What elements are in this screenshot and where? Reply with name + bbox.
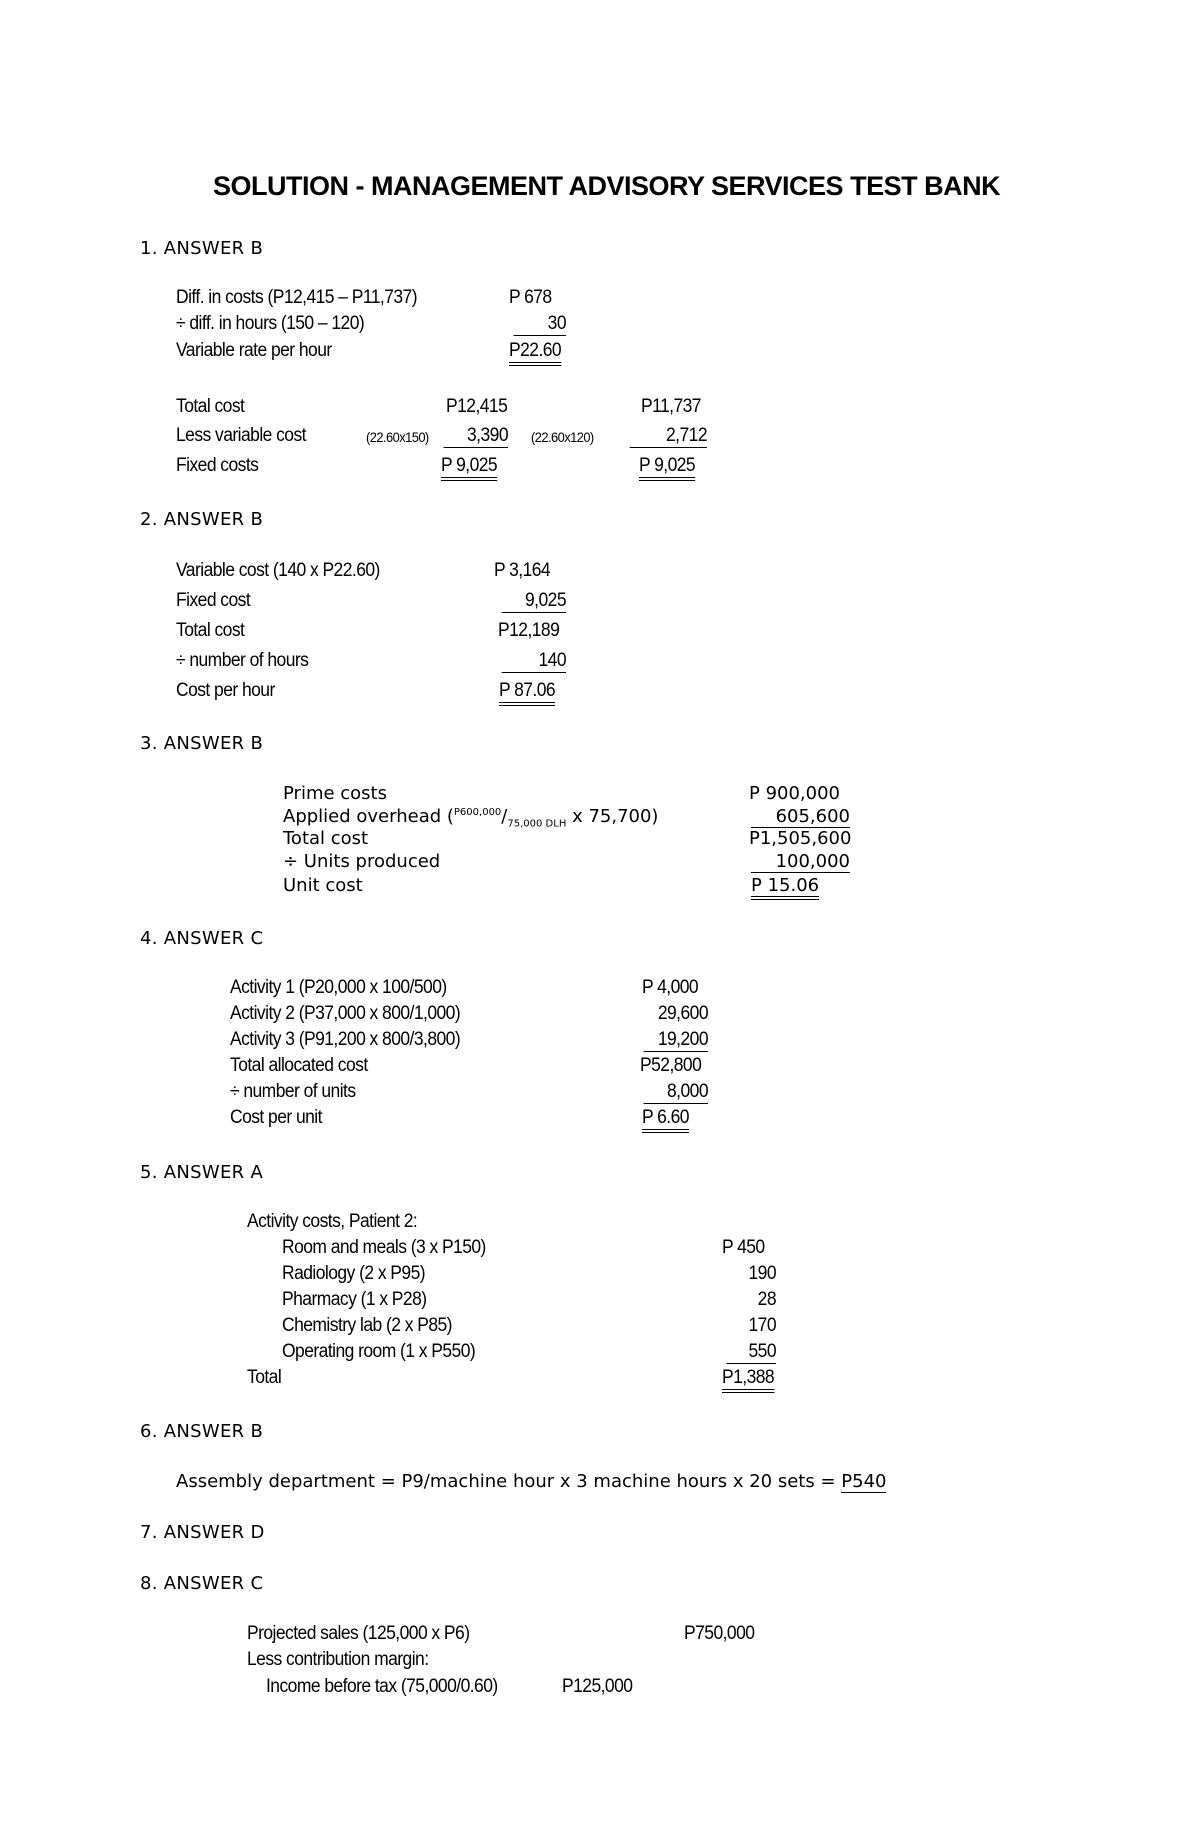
- q4-row-label: Total allocated cost: [230, 1055, 368, 1076]
- q2-row-label: ÷ number of hours: [176, 650, 309, 671]
- q8-row-label: Income before tax (75,000/0.60): [266, 1676, 498, 1697]
- q2-row-value: 140: [502, 650, 566, 673]
- q4-row-value: P 4,000: [642, 977, 699, 998]
- page-title: SOLUTION - MANAGEMENT ADVISORY SERVICES TEST BANK: [213, 171, 1001, 201]
- q3-row-label: Total cost: [283, 828, 369, 849]
- q2-row-label: Variable cost (140 x P22.60): [176, 560, 380, 581]
- q1-cost-b: P 9,025: [639, 455, 695, 481]
- q3-fraction-num: P600,000: [453, 807, 502, 818]
- answer-5-heading: 5. ANSWER A: [140, 1162, 264, 1183]
- q1-row-value: 30: [514, 313, 566, 336]
- answer-4-heading: 4. ANSWER C: [140, 928, 264, 949]
- q5-row-value: 28: [757, 1289, 776, 1310]
- q8-row-value: P125,000: [562, 1676, 633, 1697]
- answer-2-heading: 2. ANSWER B: [140, 509, 264, 530]
- q3-row-value: P1,505,600: [749, 828, 852, 849]
- answer-3-heading: 3. ANSWER B: [140, 733, 264, 754]
- q3-row-value: P 900,000: [749, 783, 841, 804]
- q2-row-value: P 87.06: [499, 680, 555, 706]
- q2-row-label: Fixed cost: [176, 590, 251, 611]
- answer-1-heading: 1. ANSWER B: [140, 238, 264, 259]
- q6-text: [176, 1471, 886, 1492]
- q1-cost-a: P 9,025: [441, 455, 497, 481]
- q6-formula: Assembly department = P9/machine hour x 3 machine hours x 20 sets =: [176, 1471, 842, 1492]
- q2-row-value: P 3,164: [494, 560, 551, 581]
- q2-row-value: 9,025: [502, 590, 566, 613]
- q3-row-label: Unit cost: [283, 875, 363, 896]
- q1-calc-b: (22.60x120): [531, 429, 594, 445]
- q4-row-value: 8,000: [644, 1081, 708, 1104]
- q4-row-label: ÷ number of units: [230, 1081, 356, 1102]
- q4-row-label: Activity 1 (P20,000 x 100/500): [230, 977, 447, 998]
- q5-row-label: Room and meals (3 x P150): [282, 1237, 486, 1258]
- answer-7-heading: 7. ANSWER D: [140, 1522, 265, 1543]
- q5-row-label: Radiology (2 x P95): [282, 1263, 426, 1284]
- q5-row-value: 550: [726, 1341, 776, 1364]
- q3-row-value: P 15.06: [751, 875, 819, 900]
- q1-cost-label: Less variable cost: [176, 425, 306, 446]
- q3-row-value: 605,600: [751, 806, 850, 828]
- answer-8-heading: 8. ANSWER C: [140, 1573, 264, 1594]
- q4-row-value: P52,800: [640, 1055, 702, 1076]
- q3-row-label: Applied overhead ($^{P600,000}/_{75,000 DLH}$ x 75,700): [283, 806, 659, 830]
- q5-heading: Activity costs, Patient 2:: [247, 1211, 418, 1232]
- answer-6-heading: 6. ANSWER B: [140, 1421, 264, 1442]
- q4-row-value: P 6.60: [642, 1107, 689, 1133]
- q5-row-label: Pharmacy (1 x P28): [282, 1289, 427, 1310]
- q8-row-label: Less contribution margin:: [247, 1649, 429, 1670]
- q4-row-value: 29,600: [657, 1003, 708, 1024]
- q5-row-label: Operating room (1 x P550): [282, 1341, 476, 1362]
- q2-row-label: Total cost: [176, 620, 245, 641]
- q5-row-value: P 450: [722, 1237, 765, 1258]
- q3-label-pre: Applied overhead (: [283, 806, 454, 827]
- q1-row-value: P 678: [509, 287, 552, 308]
- q4-row-value: 19,200: [644, 1029, 708, 1052]
- q3-row-value: 100,000: [751, 851, 850, 873]
- q3-fraction-den: 75,000 DLH: [507, 818, 567, 830]
- q5-row-label: Chemistry lab (2 x P85): [282, 1315, 452, 1336]
- q3-row-label: Prime costs: [283, 783, 387, 804]
- q2-row-label: Cost per hour: [176, 680, 275, 701]
- q5-row-value: 190: [748, 1263, 776, 1284]
- q3-row-label: ÷ Units produced: [283, 851, 441, 872]
- q8-row-value: P750,000: [684, 1623, 755, 1644]
- q4-row-label: Activity 3 (P91,200 x 800/3,800): [230, 1029, 461, 1050]
- q6-result: P540: [841, 1471, 887, 1492]
- q8-row-label: Projected sales (125,000 x P6): [247, 1623, 470, 1644]
- q1-cost-a: 3,390: [444, 425, 508, 448]
- q5-row-value: 170: [748, 1315, 776, 1336]
- q5-total-label: Total: [247, 1367, 282, 1388]
- q1-row-label: Variable rate per hour: [176, 340, 332, 361]
- q1-calc-a: (22.60x150): [366, 429, 429, 445]
- q2-row-value: P12,189: [498, 620, 560, 641]
- q5-total-value: P1,388: [722, 1367, 774, 1393]
- q1-row-label: Diff. in costs (P12,415 – P11,737): [176, 287, 417, 308]
- q4-row-label: Activity 2 (P37,000 x 800/1,000): [230, 1003, 461, 1024]
- q1-cost-label: Fixed costs: [176, 455, 259, 476]
- q1-cost-a: P12,415: [446, 396, 508, 417]
- q3-label-post: x 75,700): [566, 806, 659, 827]
- q4-row-label: Cost per unit: [230, 1107, 322, 1128]
- q1-row-value: P22.60: [509, 340, 561, 366]
- q1-cost-b: P11,737: [641, 396, 701, 417]
- q1-row-label: ÷ diff. in hours (150 – 120): [176, 313, 365, 334]
- q1-cost-b: 2,712: [630, 425, 707, 448]
- q1-cost-label: Total cost: [176, 396, 245, 417]
